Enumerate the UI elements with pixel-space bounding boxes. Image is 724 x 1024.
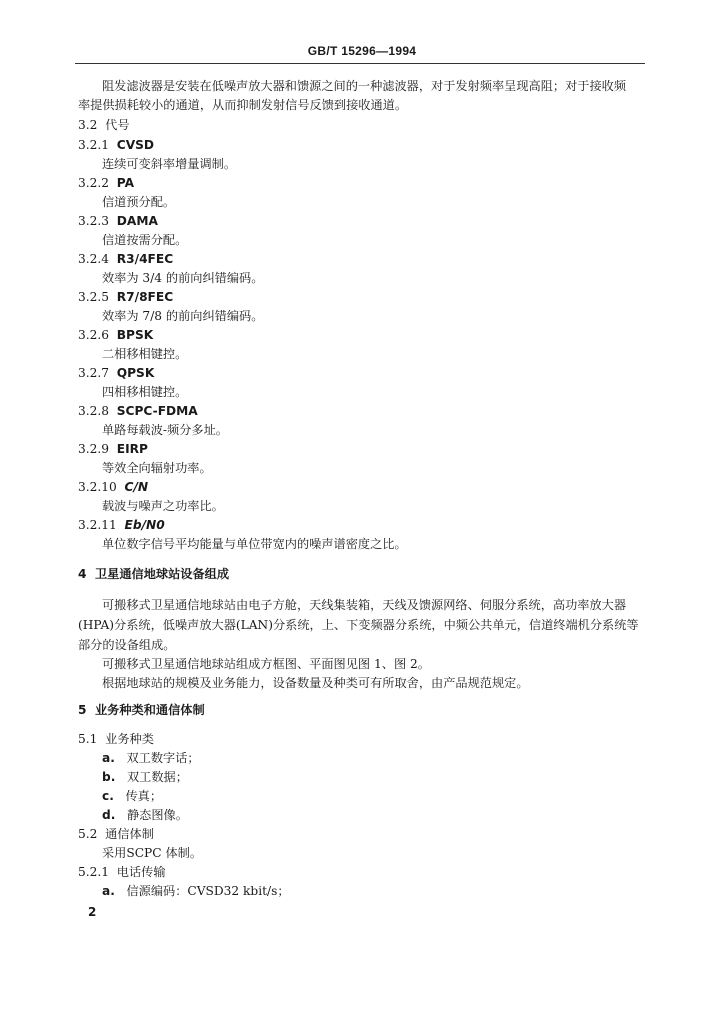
def-3-2-5-heading [78, 289, 173, 305]
list-item [102, 750, 200, 766]
def-3-2-3-heading [78, 213, 158, 229]
section-number: 3.2 [78, 118, 98, 132]
section-5-heading [78, 702, 205, 718]
def-number: 3.2.8 [78, 404, 110, 418]
section-3-2-heading [78, 117, 130, 133]
def-3-2-1-heading [78, 137, 154, 153]
s4-para1-line3: 部分的设备组成。 [78, 638, 176, 652]
list-text: 双工数字话； [126, 751, 200, 765]
section-title: 电话传输 [116, 865, 166, 879]
s4-para1-line1: 可搬移式卫星通信地球站由电子方舱，天线集装箱，天线及馈源网络、伺服分系统，高功率放大器 [102, 598, 627, 612]
section-title: 业务种类和通信体制 [94, 703, 205, 717]
def-3-2-11-desc: 单位数字信号平均能量与单位带宽内的噪声谱密度之比。 [102, 537, 407, 551]
s5-2-text: 采用SCPC 体制。 [102, 846, 203, 860]
standard-number: GB/T 15296—1994 [307, 44, 417, 58]
section-number: 4 [78, 567, 87, 581]
section-number: 5.2 [78, 827, 98, 841]
def-number: 3.2.2 [78, 176, 110, 190]
def-3-2-2-heading [78, 175, 134, 191]
def-number: 3.2.10 [78, 480, 117, 494]
def-number: 3.2.7 [78, 366, 110, 380]
section-4-heading [78, 566, 229, 582]
def-3-2-4-heading [78, 251, 173, 267]
section-number: 5.1 [78, 732, 98, 746]
section-number: 5 [78, 703, 87, 717]
list-marker: b. [102, 770, 116, 784]
section-title: 通信体制 [105, 827, 154, 841]
def-number: 3.2.11 [78, 518, 117, 532]
def-3-2-9-heading [78, 441, 148, 457]
def-3-2-7-heading [78, 365, 154, 381]
s4-para2: 可搬移式卫星通信地球站组成方框图、平面图见图 1、图 2。 [102, 657, 430, 671]
section-number: 5.2.1 [78, 865, 110, 879]
list-item [102, 807, 188, 823]
list-marker: c. [102, 789, 114, 803]
def-term: PA [116, 176, 135, 190]
def-term: R3/4FEC [116, 252, 174, 266]
def-3-2-7-desc: 四相移相键控。 [102, 385, 188, 399]
def-3-2-8-heading [78, 403, 198, 419]
list-text: 静态图像。 [126, 808, 188, 822]
def-term: BPSK [116, 328, 154, 342]
header-rule [75, 63, 645, 64]
def-number: 3.2.6 [78, 328, 110, 342]
section-5-1-heading [78, 731, 154, 747]
def-3-2-5-desc: 效率为 7/8 的前向纠错编码。 [102, 309, 264, 323]
def-term: C/N [124, 480, 149, 494]
list-item [102, 769, 188, 785]
section-title: 代号 [105, 118, 130, 132]
list-marker: a. [102, 751, 115, 765]
def-3-2-10-heading [78, 479, 148, 495]
def-number: 3.2.5 [78, 290, 110, 304]
def-3-2-6-heading [78, 327, 153, 343]
s4-para3: 根据地球站的规模及业务能力，设备数量及种类可有所取舍，由产品规范规定。 [102, 676, 529, 690]
list-item [102, 883, 290, 899]
list-item [102, 788, 162, 804]
section-title: 卫星通信地球站设备组成 [94, 567, 230, 581]
section-title: 业务种类 [105, 732, 154, 746]
s4-para1-line2: (HPA)分系统，低噪声放大器(LAN)分系统，上、下变频器分系统，中频公共单元，信道终端机分系统等 [78, 618, 639, 632]
def-3-2-8-desc: 单路每载波-频分多址。 [102, 423, 228, 437]
def-3-2-2-desc: 信道预分配。 [102, 195, 176, 209]
intro-line-2: 率提供损耗较小的通道，从而抑制发射信号反馈到接收通道。 [78, 98, 408, 112]
def-3-2-4-desc: 效率为 3/4 的前向纠错编码。 [102, 271, 264, 285]
list-marker: d. [102, 808, 116, 822]
def-term: R7/8FEC [116, 290, 174, 304]
def-number: 3.2.4 [78, 252, 110, 266]
intro-line-1: 阻发滤波器是安装在低噪声放大器和馈源之间的一种滤波器，对于发射频率呈现高阻；对于接收频 [102, 79, 627, 93]
def-term: DAMA [116, 214, 158, 228]
section-5-2-heading [78, 826, 154, 842]
def-3-2-9-desc: 等效全向辐射功率。 [102, 461, 212, 475]
list-text: 传真； [125, 789, 163, 803]
def-term: SCPC-FDMA [116, 404, 198, 418]
list-marker: a. [102, 884, 115, 898]
def-number: 3.2.3 [78, 214, 110, 228]
def-number: 3.2.9 [78, 442, 110, 456]
def-3-2-3-desc: 信道按需分配。 [102, 233, 188, 247]
list-text: 双工数据； [126, 770, 188, 784]
def-term: EIRP [116, 442, 148, 456]
def-3-2-10-desc: 载波与噪声之功率比。 [102, 499, 224, 513]
list-text: 信源编码：CVSD32 kbit/s； [126, 884, 290, 898]
def-term: CVSD [116, 138, 155, 152]
page-number: 2 [88, 905, 97, 919]
section-5-2-1-heading [78, 864, 166, 880]
def-3-2-11-heading [78, 517, 165, 533]
def-term: Eb/N0 [124, 518, 165, 532]
def-number: 3.2.1 [78, 138, 110, 152]
def-3-2-6-desc: 二相移相键控。 [102, 347, 188, 361]
def-term: QPSK [116, 366, 155, 380]
def-3-2-1-desc: 连续可变斜率增量调制。 [102, 157, 237, 171]
